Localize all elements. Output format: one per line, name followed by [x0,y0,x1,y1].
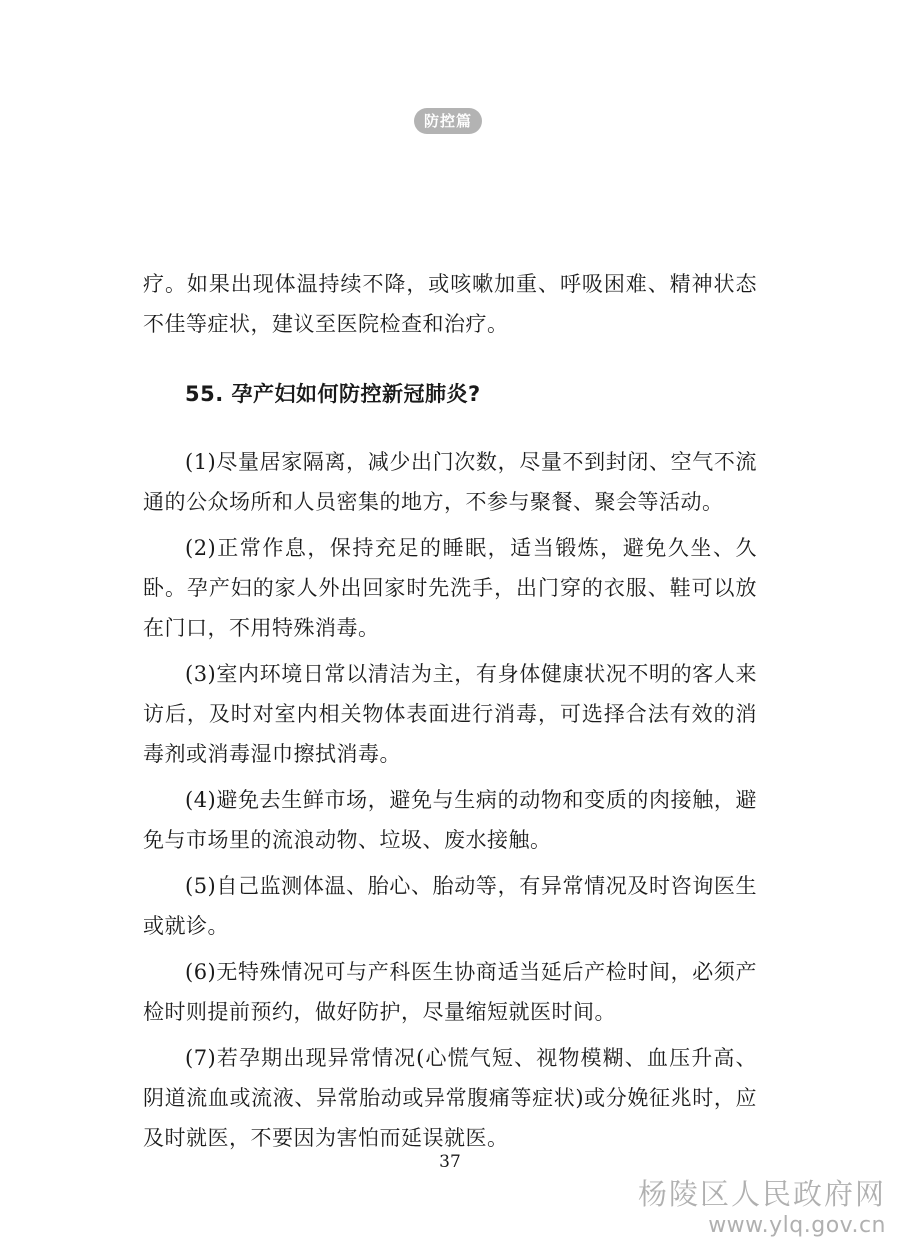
section-items [143,442,757,1158]
section-title: 55. 孕产妇如何防控新冠肺炎? [185,382,481,406]
continuation-paragraph: 疗。如果出现体温持续不降，或咳嗽加重、呼吸困难、精神状态不佳等症状，建议至医院检查和治疗。 [143,272,757,336]
list-item: (7)若孕期出现异常情况(心慌气短、视物模糊、血压升高、阴道流血或流液、异常胎动或异常腹痛等症状)或分娩征兆时，应及时就医，不要因为害怕而延误就医。 [143,1046,757,1150]
page-number: 37 [439,1152,461,1172]
watermark-url: www.ylq.gov.cn [708,1213,886,1238]
list-item: (3)室内环境日常以清洁为主，有身体健康状况不明的客人来访后，及时对室内相关物体表面进行消毒，可选择合法有效的消毒剂或消毒湿巾擦拭消毒。 [143,662,757,766]
page-content [143,264,757,1164]
watermark-site-name: 杨陵区人民政府网 [637,1177,886,1211]
watermark [638,1176,886,1240]
list-item: (1)尽量居家隔离，减少出门次数，尽量不到封闭、空气不流通的公众场所和人员密集的地方，不参与聚餐、聚会等活动。 [143,450,757,514]
section-header-badge: 防控篇 [414,108,482,134]
list-item: (4)避免去生鲜市场，避免与生病的动物和变质的肉接触，避免与市场里的流浪动物、垃圾、废水接触。 [143,788,757,852]
list-item: (2)正常作息，保持充足的睡眠，适当锻炼，避免久坐、久卧。孕产妇的家人外出回家时先洗手，出门穿的衣服、鞋可以放在门口，不用特殊消毒。 [143,536,757,640]
list-item: (6)无特殊情况可与产科医生协商适当延后产检时间，必须产检时则提前预约，做好防护，尽量缩短就医时间。 [143,960,757,1024]
list-item: (5)自己监测体温、胎心、胎动等，有异常情况及时咨询医生或就诊。 [143,874,757,938]
